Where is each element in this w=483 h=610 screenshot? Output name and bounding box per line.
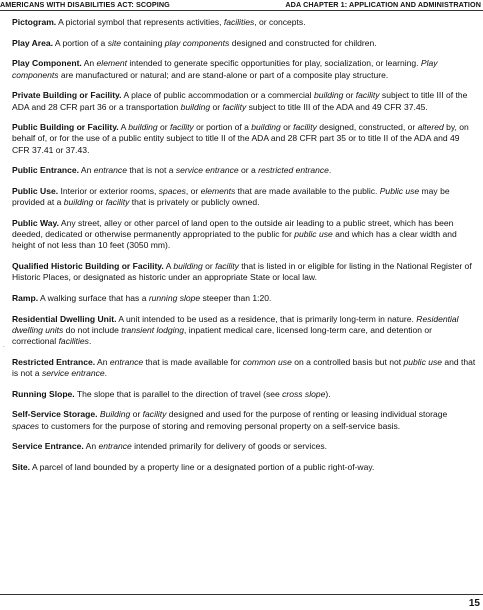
definition-text: that is privately or publicly owned. [129, 197, 260, 208]
definition-entry [12, 462, 476, 473]
definition-term: Pictogram. [12, 17, 57, 27]
definition-text: A [118, 122, 129, 133]
definition-term: Public Way. [12, 217, 60, 228]
definition-entry [12, 441, 476, 452]
definition-text: containing [121, 37, 165, 48]
definition-entry [12, 409, 476, 431]
defined-term-reference: restricted entrance [258, 165, 329, 176]
definition-text: Any street, alley or other parcel of land open to the outside air leading to a public street, which has been deeded, dedicated or otherwise permanently appropriated to the public for [12, 217, 454, 240]
definition-text: are manufactured or natural; and are stand-alone or part of a composite play structure. [58, 69, 389, 80]
definition-text: A pictorial symbol that represents activities, [56, 17, 224, 27]
defined-term-reference: facility [105, 197, 130, 208]
definition-entry [12, 38, 476, 49]
definition-text: or [157, 122, 171, 133]
definition-term: Public Entrance. [12, 165, 79, 176]
definition-entry [12, 357, 476, 379]
defined-term-reference: Public use [379, 186, 420, 197]
defined-term-reference: service entrance [175, 165, 239, 176]
defined-term-reference: public use [294, 229, 333, 240]
defined-term-reference: spaces [158, 186, 186, 197]
defined-term-reference: Building [99, 409, 131, 420]
definition-text: steeper than 1:20. [200, 292, 272, 303]
defined-term-reference: building [128, 122, 158, 133]
definition-text: subject to title III of the ADA and 49 CFR 37.45. [246, 101, 428, 112]
definition-text: An [81, 58, 97, 69]
definition-text: that are made available to the public. [235, 186, 380, 197]
definition-text: that is made available for [143, 356, 243, 367]
page-number: 15 [468, 598, 480, 609]
definition-text: or [210, 101, 223, 112]
definition-text: , or concepts. [254, 17, 306, 27]
running-header [0, 0, 483, 11]
header-divider [0, 10, 483, 11]
definition-text: An [78, 165, 94, 176]
defined-term-reference: facility [355, 90, 380, 101]
definition-text: and which has a clear width and height of not less than 10 feet (3050 mm). [12, 229, 457, 251]
footer-divider [0, 594, 483, 595]
definition-text: designed and used for the purpose of renting or leasing individual storage [166, 409, 448, 420]
definition-term: Public Building or Facility. [12, 122, 119, 133]
defined-term-reference: facility [170, 122, 194, 133]
definition-text: designed, constructed, or [316, 122, 418, 133]
definition-text: A parcel of land bounded by a property line or a designated portion of a public right-of-way. [30, 461, 375, 472]
defined-term-reference: facility [222, 101, 247, 112]
defined-term-reference: Play components [12, 58, 438, 80]
definition-entry [12, 261, 476, 283]
definition-text: intended primarily for delivery of goods or services. [131, 441, 327, 452]
definition-term: Public Use. [12, 186, 59, 197]
defined-term-reference: spaces [12, 420, 40, 431]
definition-term: Qualified Historic Building or Facility. [12, 261, 164, 272]
defined-term-reference: transient lodging [121, 324, 185, 335]
definition-text: or [202, 261, 216, 272]
defined-term-reference: facilities [223, 17, 255, 27]
defined-term-reference: play components [164, 37, 230, 48]
definition-text: An [95, 356, 110, 367]
definition-entry [12, 314, 476, 348]
defined-term-reference: cross slope [282, 388, 326, 399]
defined-term-reference: running slope [148, 292, 201, 303]
definition-text: , or [185, 186, 201, 197]
definition-entry [12, 293, 476, 304]
definition-text: to customers for the purpose of storing and removing personal property on a self-service basis. [39, 420, 401, 431]
definition-term: Running Slope. [12, 388, 75, 399]
definition-text: by, on behalf of, or for the use of a public entity subject to title II of the ADA and 28 CFR part 35 or to title II of the ADA and 49 CFR 37.41 or 37.43. [12, 122, 469, 155]
defined-term-reference: service entrance [41, 367, 105, 378]
definition-term: Play Area. [12, 37, 54, 48]
definition-entry [12, 165, 476, 176]
defined-term-reference: entrance [109, 356, 144, 367]
definition-entry [12, 218, 476, 252]
definition-entry [12, 389, 476, 400]
definition-text: or portion of a [193, 122, 252, 133]
definition-text: or [280, 122, 294, 133]
definition-text: designed and constructed for children. [229, 37, 377, 48]
definition-text: and that is not a [12, 356, 476, 378]
defined-term-reference: element [96, 58, 127, 69]
defined-term-reference: facility [293, 122, 317, 133]
definition-text: . [328, 165, 332, 176]
definition-text: intended to generate specific opportunities for play, socialization, or learning. [126, 58, 421, 69]
definition-text: A unit intended to be used as a residence, that is primarily long-term in nature. [116, 313, 417, 324]
definition-term: Play Component. [12, 58, 82, 69]
definition-text: A [163, 261, 174, 272]
definitions-list [12, 17, 476, 483]
defined-term-reference: entrance [93, 165, 127, 176]
definition-text: subject to title III of the ADA and 28 CFR part 36 or a transportation [12, 90, 468, 112]
defined-term-reference: facility [215, 261, 239, 272]
definition-text: ). [325, 388, 331, 399]
defined-term-reference: facilities [58, 336, 89, 347]
definition-text: or a [238, 165, 259, 176]
definition-text: that is not a [126, 165, 176, 176]
defined-term-reference: building [313, 90, 344, 101]
definition-entry [12, 186, 476, 208]
definition-term: Restricted Entrance. [12, 356, 96, 367]
definition-term: Residential Dwelling Unit. [12, 313, 117, 324]
defined-term-reference: building [173, 261, 203, 272]
definition-entry [12, 17, 476, 28]
definition-term: Site. [12, 461, 31, 472]
defined-term-reference: altered [417, 122, 444, 133]
header-right-title: ADA CHAPTER 1: APPLICATION AND ADMINISTRATION [285, 0, 481, 9]
definition-text: or [93, 197, 106, 208]
definition-text: , inpatient medical care, licensed long-term care, and detention or correctional [12, 324, 433, 347]
definition-text: The slope that is parallel to the direction of travel (see [74, 388, 283, 399]
defined-term-reference: elements [200, 186, 236, 197]
definition-text: or [343, 90, 356, 101]
defined-term-reference: common use [242, 356, 292, 367]
definition-text: A place of public accommodation or a commercial [121, 90, 314, 101]
defined-term-reference: site [107, 37, 121, 48]
definition-text: An [83, 441, 99, 452]
definition-text: A portion of a [53, 37, 108, 48]
definition-text: or [130, 409, 143, 420]
defined-term-reference: facility [142, 409, 167, 420]
defined-term-reference: building [63, 197, 94, 208]
definition-text: . [88, 336, 92, 347]
definition-term: Self-Service Storage. [12, 409, 98, 420]
defined-term-reference: entrance [98, 441, 132, 452]
defined-term-reference: building [251, 122, 281, 133]
definition-term: Service Entrance. [12, 441, 84, 452]
definition-term: Ramp. [12, 292, 39, 303]
definition-term: Private Building or Facility. [12, 90, 122, 101]
definition-entry [12, 90, 476, 112]
definition-text: Interior or exterior rooms, [58, 186, 159, 197]
definition-text: . [104, 367, 108, 378]
definition-text: on a controlled basis but not [291, 356, 404, 367]
margin-mark: . [3, 343, 5, 349]
defined-term-reference: public use [403, 356, 443, 367]
header-left-title: AMERICANS WITH DISABILITIES ACT: SCOPING [0, 0, 170, 9]
defined-term-reference: Residential dwelling units [12, 313, 459, 335]
defined-term-reference: building [180, 101, 211, 112]
definition-text: may be provided at a [12, 186, 450, 208]
definition-entry [12, 122, 476, 156]
definition-entry [12, 58, 476, 80]
definition-text: that is listed in or eligible for listing in the National Register of Historic Places, or designated as historic under an appropriate State or local law. [12, 261, 472, 283]
definition-text: do not include [63, 324, 122, 335]
definition-text: A walking surface that has a [38, 292, 149, 303]
